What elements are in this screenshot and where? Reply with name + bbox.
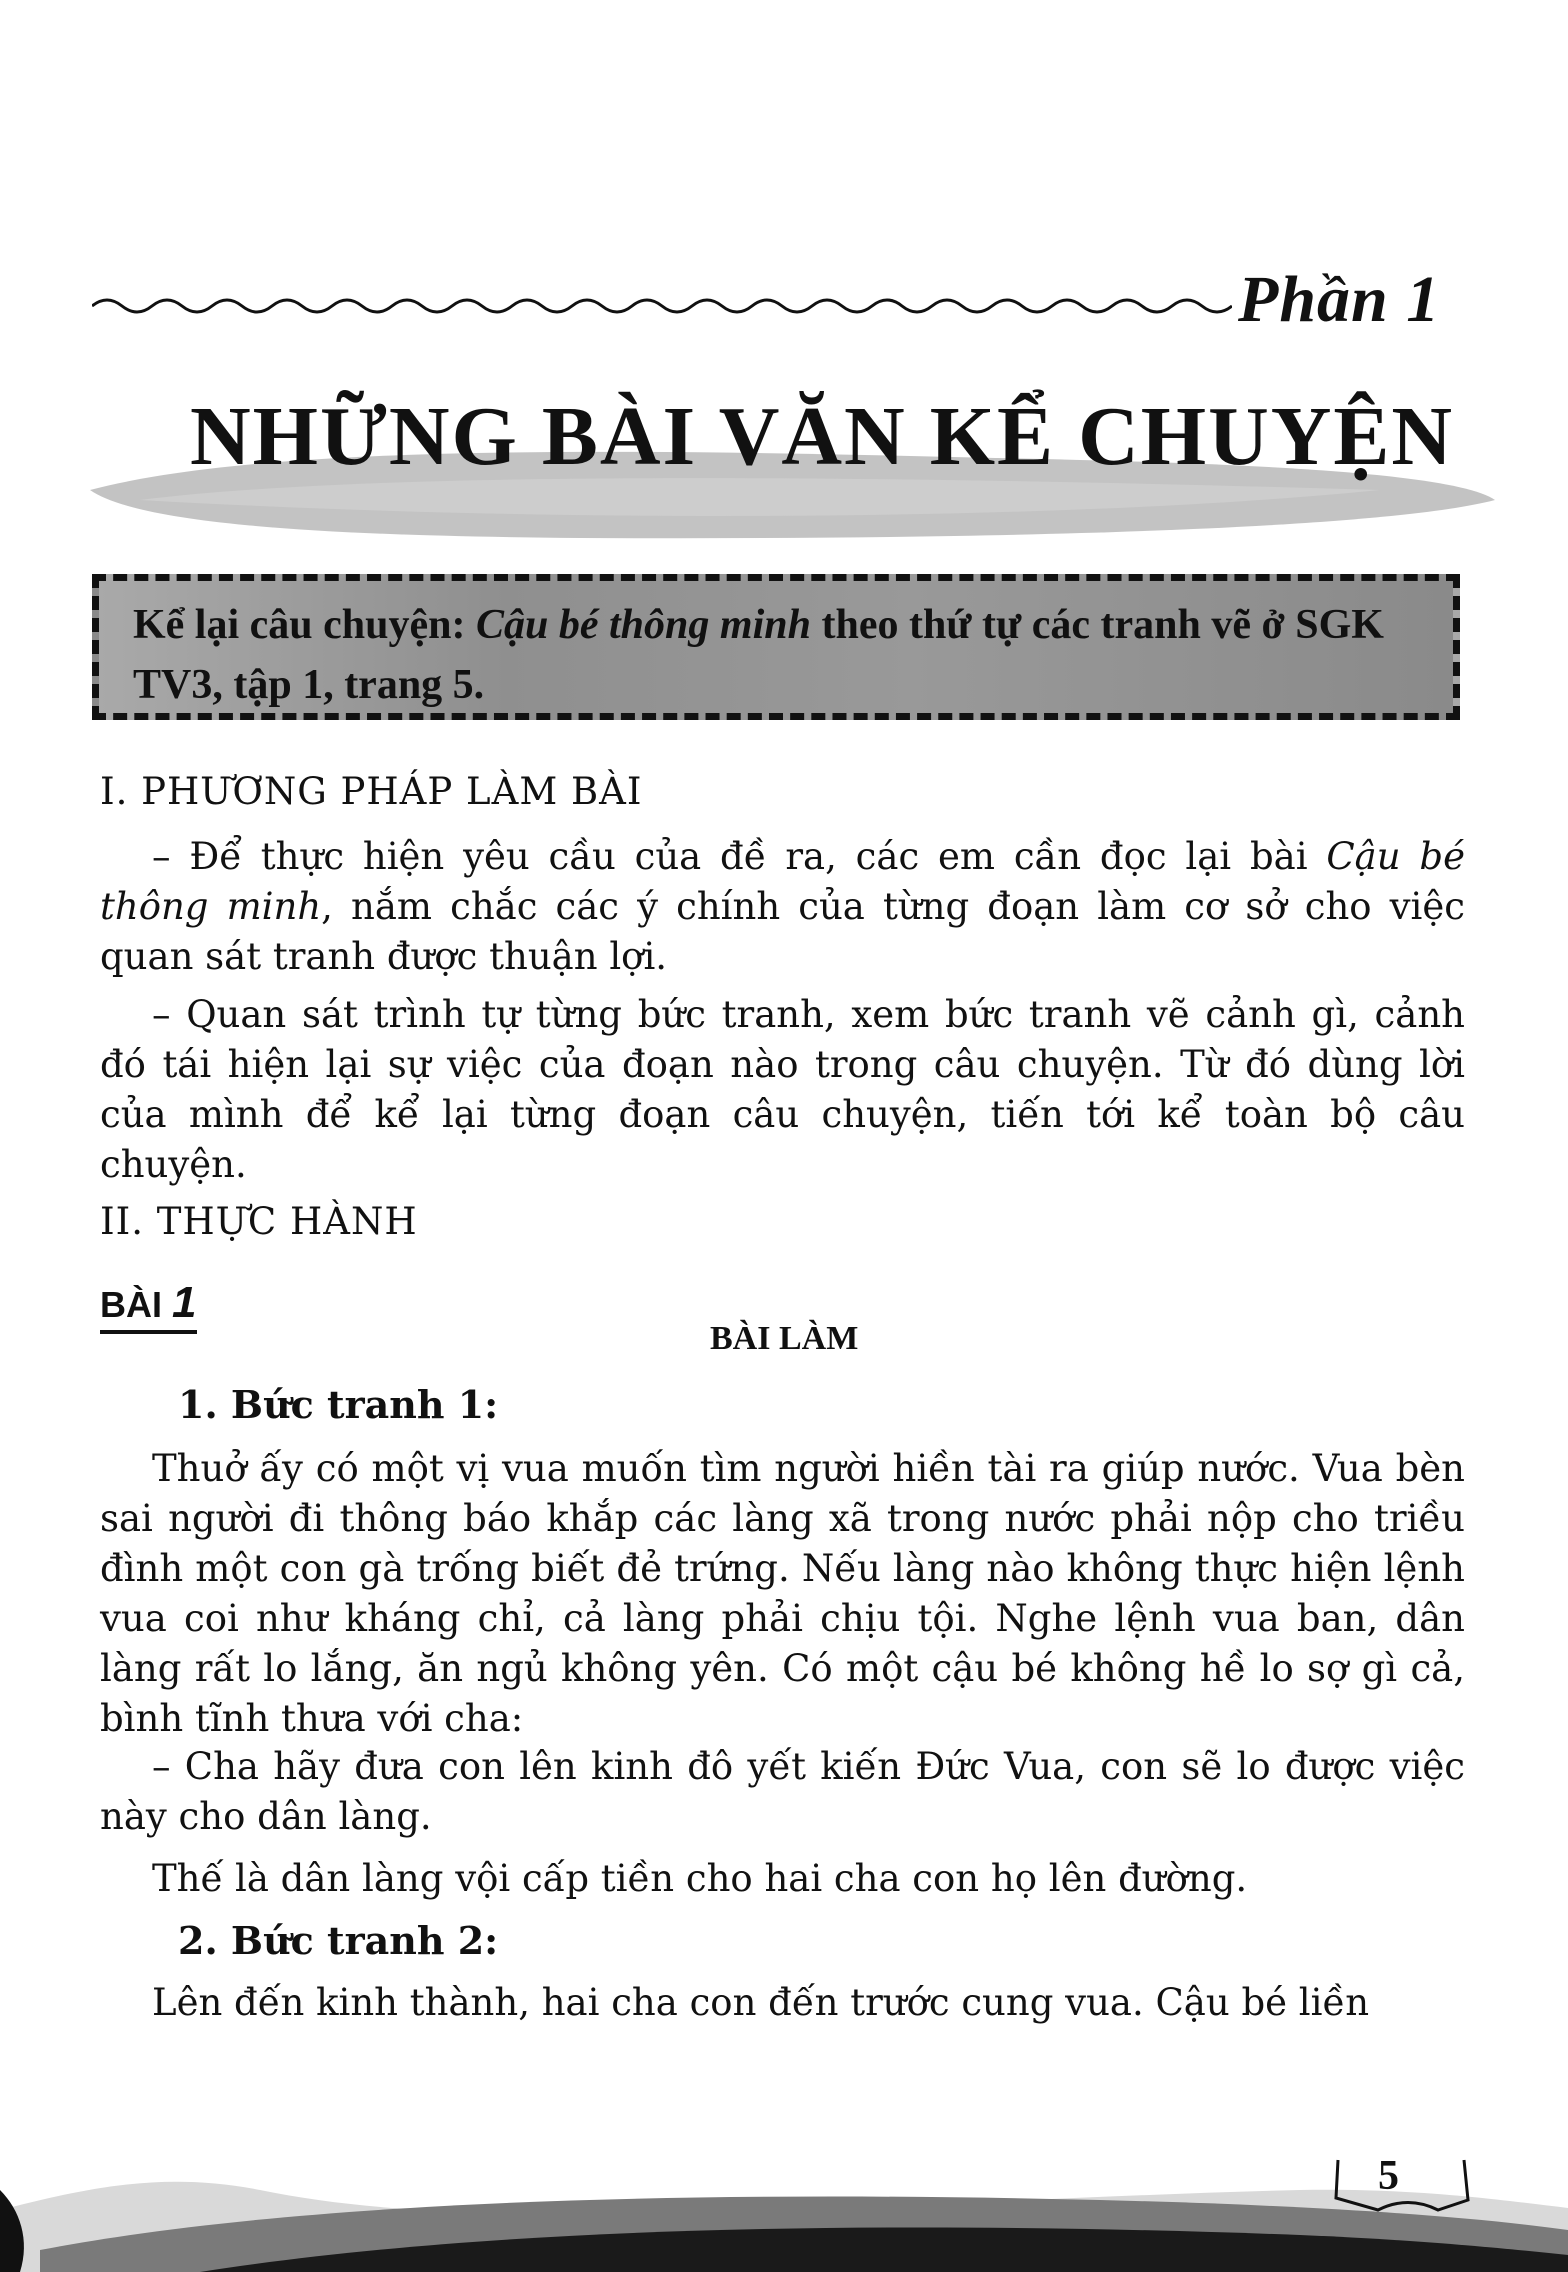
method-p1-text-a: – Để thực hiện yêu cầu của đề ra, các em cần đọc lại bài — [152, 835, 1327, 878]
assignment-story-title: Cậu bé thông minh — [476, 602, 811, 648]
assignment-prefix: Kể lại câu chuyện: — [133, 602, 476, 648]
chapter-title: NHỮNG BÀI VĂN KỂ CHUYỆN — [190, 390, 1455, 483]
assignment-suffix: theo thứ tự các tranh vẽ ở SGK TV3, tập 1, trang 5. — [133, 602, 1384, 708]
picture-1-paragraph-1: Thuở ấy có một vị vua muốn tìm người hiền tài ra giúp nước. Vua bèn sai người đi thông báo khắp các làng xã trong nước phải nộp cho triều đình một con gà trống biết đẻ trứng. Nếu làng nào không thực hiện lệnh vua coi như kháng chỉ, cả làng phải chịu tội. Nghe lệnh vua ban, dân làng rất lo lắng, ăn ngủ không yên. Có một cậu bé không hề lo sợ gì cả, bình tĩnh thưa với cha: — [100, 1447, 1465, 1740]
picture-2-heading: 2. Bức tranh 2: — [178, 1918, 499, 1963]
picture-1-paragraph-3: Thế là dân làng vội cấp tiền cho hai cha con họ lên đường. — [152, 1857, 1248, 1900]
page-number: 5 — [1378, 2153, 1399, 2199]
picture-1-heading: 1. Bức tranh 1: — [178, 1382, 499, 1427]
assignment-box — [92, 574, 1460, 720]
part-label: Phần 1 — [1238, 263, 1441, 336]
exercise-label — [100, 1278, 197, 1334]
exercise-word: BÀI — [100, 1284, 162, 1325]
method-p1-story-title: Cậu bé thông minh — [100, 835, 1465, 928]
method-paragraph-2: – Quan sát trình tự từng bức tranh, xem bức tranh vẽ cảnh gì, cảnh đó tái hiện lại sự việc của đoạn nào trong câu chuyện. Từ đó dùng lời của mình để kể lại từng đoạn câu chuyện, tiến tới kể toàn bộ câu chuyện. — [100, 993, 1465, 1186]
answer-heading: BÀI LÀM — [710, 1320, 859, 1357]
method-paragraph-1 — [100, 832, 1465, 982]
picture-2-paragraph-1: Lên đến kinh thành, hai cha con đến trước cung vua. Cậu bé liền — [152, 1981, 1370, 2024]
wavy-rule — [92, 286, 1232, 326]
section-1-heading: I. PHƯƠNG PHÁP LÀM BÀI — [100, 770, 643, 813]
method-p1-text-b: , nắm chắc các ý chính của từng đoạn làm cơ sở cho việc quan sát tranh được thuận lợi. — [100, 885, 1466, 978]
picture-1-paragraph-2: – Cha hãy đưa con lên kinh đô yết kiến Đức Vua, con sẽ lo được việc này cho dân làng. — [100, 1745, 1465, 1838]
exercise-number: 1 — [172, 1278, 197, 1327]
section-2-heading: II. THỰC HÀNH — [100, 1200, 418, 1243]
